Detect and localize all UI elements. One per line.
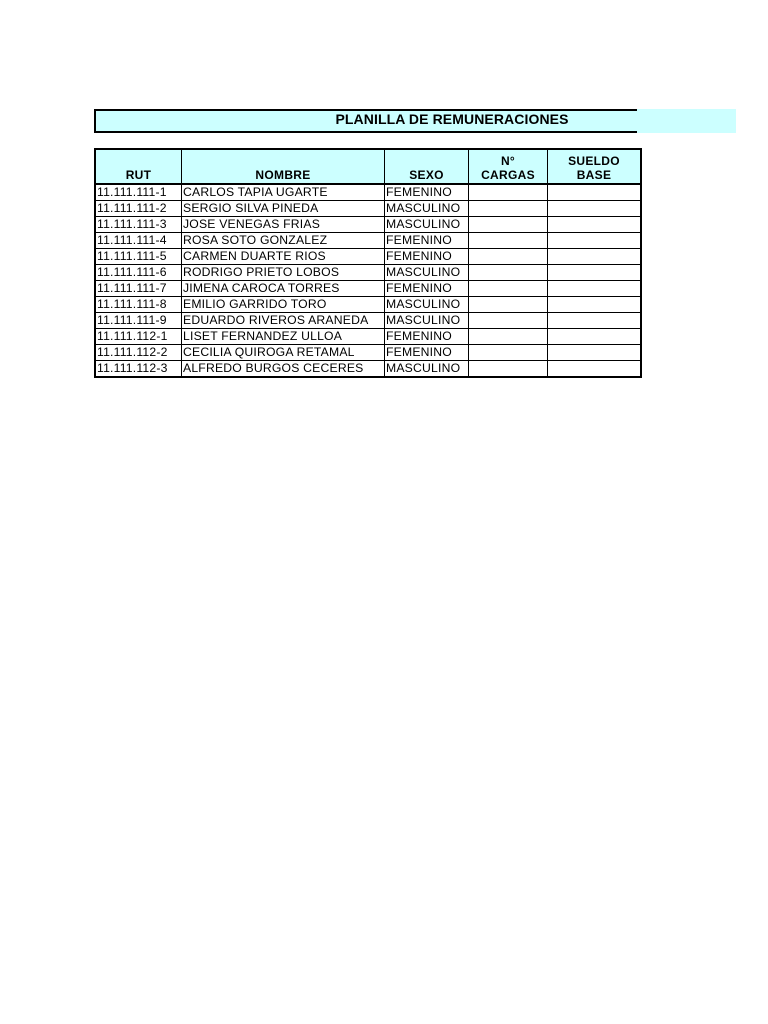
header-sueldo-line1: SUELDO [568, 154, 620, 168]
table-row [95, 345, 641, 361]
cell-nombre[interactable]: SERGIO SILVA PINEDA [182, 201, 385, 217]
cell-sueldo[interactable] [548, 329, 642, 345]
cell-nombre[interactable]: LISET FERNANDEZ ULLOA [182, 329, 385, 345]
cell-sexo[interactable]: MASCULINO [385, 361, 469, 378]
cell-nombre[interactable]: EMILIO GARRIDO TORO [182, 297, 385, 313]
cell-sexo[interactable]: FEMENINO [385, 345, 469, 361]
cell-cargas[interactable] [469, 201, 548, 217]
cell-nombre[interactable]: CECILIA QUIROGA RETAMAL [182, 345, 385, 361]
cell-sexo[interactable]: FEMENINO [385, 329, 469, 345]
cell-cargas[interactable] [469, 329, 548, 345]
cell-sueldo[interactable] [548, 201, 642, 217]
cell-sexo[interactable]: MASCULINO [385, 201, 469, 217]
header-cargas-line2: CARGAS [481, 168, 535, 182]
table-row [95, 233, 641, 249]
cell-rut[interactable]: 11.111.111-7 [95, 281, 182, 297]
cell-nombre[interactable]: EDUARDO RIVEROS ARANEDA [182, 313, 385, 329]
table-body [95, 184, 641, 377]
table-row [95, 265, 641, 281]
cell-cargas[interactable] [469, 345, 548, 361]
cell-sexo[interactable]: MASCULINO [385, 217, 469, 233]
cell-rut[interactable]: 11.111.111-3 [95, 217, 182, 233]
cell-nombre[interactable]: JIMENA CAROCA TORRES [182, 281, 385, 297]
table-row [95, 249, 641, 265]
table-row [95, 313, 641, 329]
cell-rut[interactable]: 11.111.111-5 [95, 249, 182, 265]
cell-cargas[interactable] [469, 249, 548, 265]
cell-rut[interactable]: 11.111.111-6 [95, 265, 182, 281]
cell-cargas[interactable] [469, 217, 548, 233]
table-header [95, 149, 641, 184]
header-rut: RUT [95, 149, 182, 184]
cell-sueldo[interactable] [548, 345, 642, 361]
cell-sueldo[interactable] [548, 313, 642, 329]
cell-nombre[interactable]: CARMEN DUARTE RIOS [182, 249, 385, 265]
cell-rut[interactable]: 11.111.111-8 [95, 297, 182, 313]
cell-cargas[interactable] [469, 297, 548, 313]
cell-sueldo[interactable] [548, 249, 642, 265]
cell-nombre[interactable]: RODRIGO PRIETO LOBOS [182, 265, 385, 281]
cell-sexo[interactable]: FEMENINO [385, 249, 469, 265]
table-row [95, 217, 641, 233]
cell-rut[interactable]: 11.111.111-4 [95, 233, 182, 249]
cell-rut[interactable]: 11.111.111-2 [95, 201, 182, 217]
header-sexo: SEXO [385, 149, 469, 184]
header-cargas [469, 149, 548, 184]
header-sueldo-line2: BASE [576, 168, 612, 182]
cell-sexo[interactable]: FEMENINO [385, 184, 469, 201]
cell-sueldo[interactable] [548, 233, 642, 249]
cell-rut[interactable]: 11.111.111-9 [95, 313, 182, 329]
cell-sueldo[interactable] [548, 361, 642, 378]
cell-cargas[interactable] [469, 265, 548, 281]
header-cargas-line1: N° [500, 154, 516, 168]
cell-sexo[interactable]: MASCULINO [385, 313, 469, 329]
cell-rut[interactable]: 11.111.112-3 [95, 361, 182, 378]
cell-nombre[interactable]: JOSE VENEGAS FRIAS [182, 217, 385, 233]
cell-sueldo[interactable] [548, 184, 642, 201]
cell-sexo[interactable]: FEMENINO [385, 233, 469, 249]
payroll-table [94, 148, 642, 378]
cell-sueldo[interactable] [548, 281, 642, 297]
cell-nombre[interactable]: CARLOS TAPIA UGARTE [182, 184, 385, 201]
cell-nombre[interactable]: ROSA SOTO GONZALEZ [182, 233, 385, 249]
cell-cargas[interactable] [469, 361, 548, 378]
cell-sexo[interactable]: MASCULINO [385, 297, 469, 313]
header-sueldo [548, 149, 642, 184]
cell-rut[interactable]: 11.111.112-1 [95, 329, 182, 345]
cell-cargas[interactable] [469, 233, 548, 249]
cell-sueldo[interactable] [548, 297, 642, 313]
cell-sexo[interactable]: MASCULINO [385, 265, 469, 281]
cell-cargas[interactable] [469, 313, 548, 329]
cell-sexo[interactable]: FEMENINO [385, 281, 469, 297]
cell-rut[interactable]: 11.111.112-2 [95, 345, 182, 361]
cell-cargas[interactable] [469, 184, 548, 201]
table-row [95, 361, 641, 378]
table-row [95, 281, 641, 297]
cell-sueldo[interactable] [548, 217, 642, 233]
table-row [95, 201, 641, 217]
cell-cargas[interactable] [469, 281, 548, 297]
cell-sueldo[interactable] [548, 265, 642, 281]
cell-rut[interactable]: 11.111.111-1 [95, 184, 182, 201]
table-row [95, 329, 641, 345]
cell-nombre[interactable]: ALFREDO BURGOS CECERES [182, 361, 385, 378]
page-title: PLANILLA DE REMUNERACIONES [335, 111, 569, 127]
header-nombre: NOMBRE [182, 149, 385, 184]
table-row [95, 184, 641, 201]
header-row [95, 149, 641, 184]
table-row [95, 297, 641, 313]
